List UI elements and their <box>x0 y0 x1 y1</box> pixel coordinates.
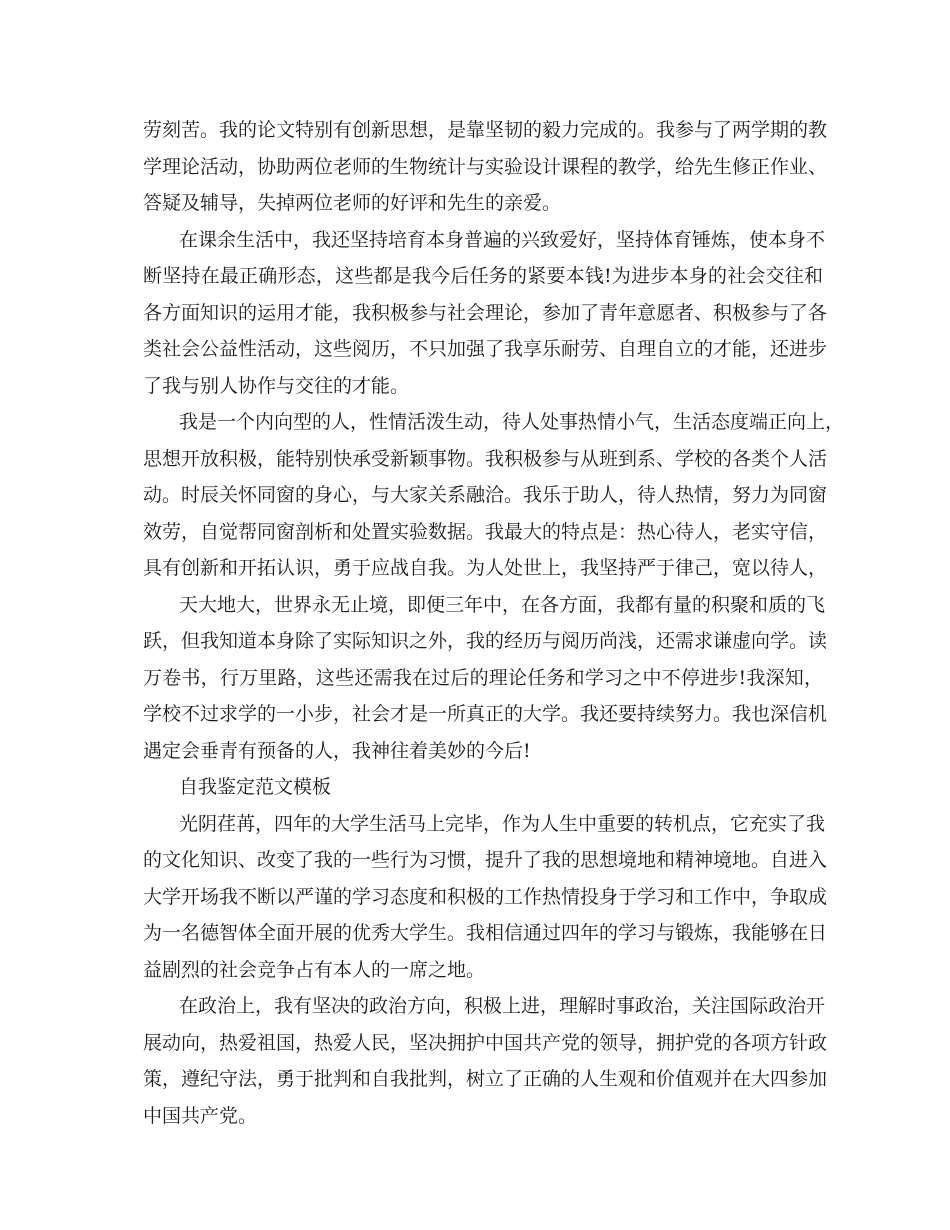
text-line: 自我鉴定范文模板 <box>179 776 332 798</box>
text-line: 动。时辰关怀同窗的身心，与大家关系融洽。我乐于助人，待人热情，努力为同窗 <box>143 484 828 506</box>
text-line: 在政治上，我有坚决的政治方向，积极上进，理解时事政治，关注国际政治开 <box>179 995 826 1017</box>
text-line: 在课余生活中，我还坚持培育本身普遍的兴致爱好，坚持体育锤炼，使本身不 <box>179 228 826 251</box>
text-line: 各方面知识的运用才能，我积极参与社会理论，参加了青年意愿者、积极参与了各 <box>143 301 828 324</box>
document-body <box>143 112 845 1134</box>
text-line: 答疑及辅导，失掉两位老师的好评和先生的亲爱。 <box>143 192 562 214</box>
text-line: 断坚持在最正确形态，这些都是我今后任务的紧要本钱!为进步本身的社会交往和 <box>143 265 823 287</box>
text-line: 思想开放积极，能特别快承受新颖事物。我积极参与从班到系、学校的各类个人活 <box>143 447 828 470</box>
text-line: 的文化知识、改变了我的一些行为习惯，提升了我的思想境地和精神境地。自进入 <box>143 849 828 871</box>
text-line: 具有创新和开拓认识，勇于应战自我。为人处世上，我坚持严于律己，宽以待人， <box>143 557 828 579</box>
text-line: 劳刻苦。我的论文特别有创新思想，是靠坚韧的毅力完成的。我参与了两学期的教 <box>143 119 828 141</box>
text-line: 策，遵纪守法，勇于批判和自我批判，树立了正确的人生观和价值观并在大四参加 <box>143 1068 828 1090</box>
text-line: 学校不过求学的一小步，社会才是一所真正的大学。我还要持续努力。我也深信机 <box>143 703 828 725</box>
text-line: 为一名德智体全面开展的优秀大学生。我相信通过四年的学习与锻炼，我能够在日 <box>143 922 828 944</box>
text-line: 学理论活动，协助两位老师的生物统计与实验设计课程的教学，给先生修正作业、 <box>143 155 828 178</box>
text-line: 了我与别人协作与交往的才能。 <box>143 374 410 397</box>
text-line: 光阴荏苒，四年的大学生活马上完毕，作为人生中重要的转机点，它充实了我 <box>179 812 826 835</box>
text-line: 大学开场我不断以严谨的学习态度和积极的工作热情投身于学习和工作中，争取成 <box>143 885 828 908</box>
text-line: 类社会公益性活动，这些阅历，不只加强了我享乐耐劳、自理自立的才能，还进步 <box>143 338 828 360</box>
text-line: 我是一个内向型的人，性情活泼生动，待人处事热情小气，生活态度端正向上， <box>179 411 845 433</box>
text-line: 中国共产党。 <box>143 1104 258 1127</box>
text-line: 万卷书，行万里路，这些还需我在过后的理论任务和学习之中不停进步!我深知， <box>143 666 823 689</box>
text-line: 跃，但我知道本身除了实际知识之外，我的经历与阅历尚浅，还需求谦虚向学。读 <box>143 630 828 652</box>
text-line: 展动向，热爱祖国，热爱人民，坚决拥护中国共产党的领导，拥护党的各项方针政 <box>143 1031 828 1054</box>
text-line: 益剧烈的社会竞争占有本人的一席之地。 <box>143 958 486 981</box>
text-line: 天大地大，世界永无止境，即便三年中，在各方面，我都有量的积聚和质的飞 <box>179 593 826 616</box>
text-line: 效劳，自觉帮同窗剖析和处置实验数据。我最大的特点是：热心待人，老实守信， <box>143 520 828 543</box>
text-line: 遇定会垂青有预备的人，我神往着美妙的今后! <box>143 739 531 762</box>
